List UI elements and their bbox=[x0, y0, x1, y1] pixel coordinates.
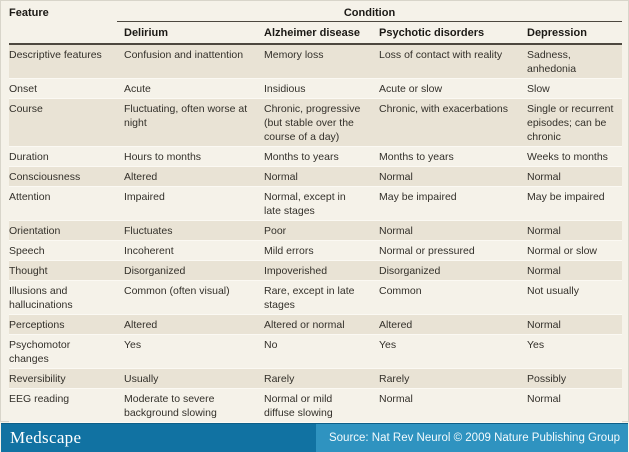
value-cell: Rarely bbox=[257, 369, 372, 389]
value-cell: Loss of contact with reality bbox=[372, 44, 520, 79]
feature-cell: Attention bbox=[9, 187, 117, 221]
column-header-psychotic: Psychotic disorders bbox=[372, 22, 520, 45]
source-attribution: Source: Nat Rev Neurol © 2009 Nature Publishing Group bbox=[316, 424, 628, 452]
value-cell: May be impaired bbox=[372, 187, 520, 221]
value-cell: Rarely bbox=[372, 369, 520, 389]
value-cell: Months to years bbox=[372, 147, 520, 167]
value-cell: Months to years bbox=[257, 147, 372, 167]
value-cell: Normal bbox=[372, 221, 520, 241]
value-cell: Acute or slow bbox=[372, 79, 520, 99]
value-cell: Sadness, anhedonia bbox=[520, 44, 622, 79]
feature-cell: Psychomotor changes bbox=[9, 335, 117, 369]
value-cell: Impoverished bbox=[257, 261, 372, 281]
value-cell: Usually bbox=[117, 369, 257, 389]
value-cell: Altered bbox=[117, 315, 257, 335]
value-cell: Normal bbox=[372, 389, 520, 423]
value-cell: Chronic, with exacerbations bbox=[372, 99, 520, 147]
value-cell: Common (often visual) bbox=[117, 281, 257, 315]
feature-cell: Illusions and hallucinations bbox=[9, 281, 117, 315]
value-cell: Normal or mild diffuse slowing bbox=[257, 389, 372, 423]
feature-cell: Orientation bbox=[9, 221, 117, 241]
feature-cell: Onset bbox=[9, 79, 117, 99]
table-row bbox=[9, 187, 622, 221]
table-row bbox=[9, 79, 622, 99]
feature-cell: Descriptive features bbox=[9, 44, 117, 79]
value-cell: Normal bbox=[520, 261, 622, 281]
value-cell: Normal bbox=[520, 389, 622, 423]
table-row bbox=[9, 281, 622, 315]
condition-comparison-table bbox=[9, 1, 622, 423]
table-row bbox=[9, 369, 622, 389]
table-row bbox=[9, 44, 622, 79]
feature-cell: EEG reading bbox=[9, 389, 117, 423]
value-cell: Altered bbox=[117, 167, 257, 187]
value-cell: Normal bbox=[257, 167, 372, 187]
column-header-depression: Depression bbox=[520, 22, 622, 45]
value-cell: Moderate to severe background slowing bbox=[117, 389, 257, 423]
value-cell: Hours to months bbox=[117, 147, 257, 167]
value-cell: Yes bbox=[520, 335, 622, 369]
table-row bbox=[9, 147, 622, 167]
value-cell: Memory loss bbox=[257, 44, 372, 79]
table-row bbox=[9, 241, 622, 261]
value-cell: Chronic, progressive (but stable over the course of a day) bbox=[257, 99, 372, 147]
value-cell: Yes bbox=[372, 335, 520, 369]
value-cell: Poor bbox=[257, 221, 372, 241]
value-cell: Impaired bbox=[117, 187, 257, 221]
value-cell: Normal bbox=[520, 167, 622, 187]
value-cell: Disorganized bbox=[117, 261, 257, 281]
feature-cell: Consciousness bbox=[9, 167, 117, 187]
table-row bbox=[9, 261, 622, 281]
table-row bbox=[9, 221, 622, 241]
value-cell: No bbox=[257, 335, 372, 369]
value-cell: Normal or slow bbox=[520, 241, 622, 261]
value-cell: Disorganized bbox=[372, 261, 520, 281]
footer-bar bbox=[1, 423, 628, 452]
feature-cell: Perceptions bbox=[9, 315, 117, 335]
value-cell: Acute bbox=[117, 79, 257, 99]
value-cell: Yes bbox=[117, 335, 257, 369]
value-cell: Insidious bbox=[257, 79, 372, 99]
column-header-delirium: Delirium bbox=[117, 22, 257, 45]
table-row bbox=[9, 389, 622, 423]
value-cell: Normal, except in late stages bbox=[257, 187, 372, 221]
table-row bbox=[9, 167, 622, 187]
table-row bbox=[9, 99, 622, 147]
feature-cell: Thought bbox=[9, 261, 117, 281]
value-cell: Fluctuates bbox=[117, 221, 257, 241]
feature-cell: Speech bbox=[9, 241, 117, 261]
feature-cell: Duration bbox=[9, 147, 117, 167]
value-cell: May be impaired bbox=[520, 187, 622, 221]
value-cell: Incoherent bbox=[117, 241, 257, 261]
medscape-logo: Medscape bbox=[10, 428, 82, 447]
value-cell: Confusion and inattention bbox=[117, 44, 257, 79]
value-cell: Slow bbox=[520, 79, 622, 99]
column-header-alzheimer: Alzheimer disease bbox=[257, 22, 372, 45]
value-cell: Normal bbox=[520, 221, 622, 241]
value-cell: Not usually bbox=[520, 281, 622, 315]
condition-group-header: Condition bbox=[117, 1, 622, 22]
value-cell: Common bbox=[372, 281, 520, 315]
value-cell: Single or recurrent episodes; can be chronic bbox=[520, 99, 622, 147]
feature-column-header: Feature bbox=[9, 1, 117, 44]
value-cell: Altered or normal bbox=[257, 315, 372, 335]
value-cell: Normal bbox=[520, 315, 622, 335]
feature-cell: Course bbox=[9, 99, 117, 147]
table-row bbox=[9, 335, 622, 369]
value-cell: Altered bbox=[372, 315, 520, 335]
value-cell: Fluctuating, often worse at night bbox=[117, 99, 257, 147]
value-cell: Rare, except in late stages bbox=[257, 281, 372, 315]
value-cell: Normal bbox=[372, 167, 520, 187]
value-cell: Possibly bbox=[520, 369, 622, 389]
comparison-table-container bbox=[1, 1, 628, 423]
feature-cell: Reversibility bbox=[9, 369, 117, 389]
value-cell: Normal or pressured bbox=[372, 241, 520, 261]
value-cell: Mild errors bbox=[257, 241, 372, 261]
value-cell: Weeks to months bbox=[520, 147, 622, 167]
table-row bbox=[9, 315, 622, 335]
